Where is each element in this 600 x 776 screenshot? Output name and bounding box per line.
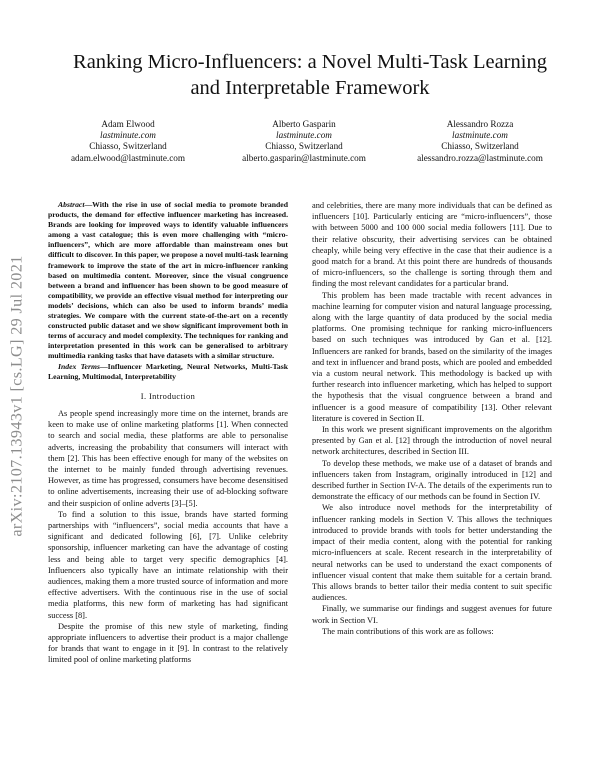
author-block — [48, 119, 560, 164]
index-terms — [48, 362, 288, 382]
author-1 — [48, 119, 208, 164]
paragraph: We also introduce novel methods for the interpretability of influencer ranking models in Section V. This allows the techniques introduced to provide brands with tools for better understanding the impact of their media content, along with the potential for ranking micro-influencers at scale. Recent research in the interpretability of neural networks can be used to understand the exact components of influencer visual content that make them suitable for a certain brand. This allows brands to better tailor their media content to suit specific audiences. — [312, 503, 552, 603]
author-3 — [400, 119, 560, 164]
author-name: Adam Elwood — [101, 119, 155, 129]
paragraph: To develop these methods, we make use of a dataset of brands and influencers taken from Instagram, originally introduced in [12] and described further in Section IV-A. The details of the experiments run to demonstrate the efficacy of our methods can be found in Section IV. — [312, 458, 552, 502]
abstract-label: Abstract — [58, 200, 85, 209]
paper-title: Ranking Micro-Influencers: a Novel Multi-Task Learning and Interpretable Framework — [73, 51, 547, 99]
paragraph: To find a solution to this issue, brands have started forming partnerships with “influencers”, social media accounts that have a significant and dedicated following [6], [7]. Unlike celebrity sponsorship, influencer marketing can have the advantage of costing less and being able to target very specific demographics [4]. Influencers also typically have an intimate relationship with their audiences, making them a more trusted source of information and more effective advertisers. With the continuous rise in the use of social media platforms, this new form of marketing has had significant success [8]. — [48, 509, 288, 620]
right-column — [312, 200, 552, 637]
paragraph: As people spend increasingly more time on the internet, brands are keen to make use of online marketing platforms [1]. When connected to search and social media, these platforms are able to personalise adverts, increasing the probability that consumers will interact with them [2]. This has been effective enough for many of the websites on the internet to be mainly funded through advertising revenues. However, as time has progressed, consumers have become desensitised to online advertisements, increasing their use of ad-blocking software and their suspicion of online adverts [3]–[5]. — [48, 408, 288, 508]
author-name: Alberto Gasparin — [272, 119, 336, 129]
index-terms-text: —Influencer Marketing, Neural Networks, Multi-Task Learning, Multimodal, Interpretability — [48, 361, 288, 381]
paragraph: In this work we present significant improvements on the algorithm presented by Gan et al. [12] through the introduction of novel neural network architectures, described in Section III. — [312, 425, 552, 457]
author-affiliation: lastminute.com — [100, 130, 156, 141]
author-location: Chiasso, Switzerland — [441, 141, 519, 152]
abstract-text: —With the rise in use of social media to promote branded products, the demand for effective influencer marketing has increased. Brands are looking for improved ways to identify valuable influencers among a vast catalogue; this is even more challenging with “micro-influencers”, which are more affordable than mainstream ones but difficult to discover. In this paper, we propose a novel multi-task learning framework to improve the state of the art in micro-influencer ranking based on multimedia content. Moreover, since the visual congruence between a brand and influencer has been shown to be good measure of compatibility, we provide an effective visual method for interpreting our models’ decisions, which can also be used to inform brands’ media strategies. We compare with the current state-of-the-art on a recently constructed public dataset and we show significant improvement both in terms of accuracy and model complexity. The techniques for ranking and interpretation presented in this work can be generalised to arbitrary multimedia ranking tasks that have datasets with a similar structure. — [48, 200, 288, 361]
author-2 — [224, 119, 384, 164]
author-affiliation: lastminute.com — [452, 130, 508, 141]
author-location: Chiasso, Switzerland — [265, 141, 343, 152]
paragraph: Finally, we summarise our findings and suggest avenues for future work in Section VI. — [312, 604, 552, 625]
section-heading: I. Introduction — [140, 391, 196, 401]
paragraph: This problem has been made tractable with recent advances in machine learning for computer vision and natural language processing, along with the large quantity of data produced by the social media platforms. One promising technique for ranking micro-influencers based on such techniques was introduced by Gan et al. [12]. Influencers are ranked for brands, based on the similarity of the images and text in influencer and brand posts, which are pooled and embedded via a custom neural network. This methodology is backed up with further research into influencer marketing, which has helped to support the hypothesis that the visual congruence between a brand and influencer is a good measure of compatibility [13]. Other relevant literature is covered in Section II. — [312, 290, 552, 423]
intro-body-left — [48, 408, 288, 666]
author-location: Chiasso, Switzerland — [89, 141, 167, 152]
intro-body-right — [312, 200, 552, 637]
author-email: alberto.gasparin@lastminute.com — [242, 152, 366, 163]
author-name: Alessandro Rozza — [446, 119, 514, 129]
abstract — [48, 200, 288, 362]
left-column — [48, 200, 288, 666]
author-email: alessandro.rozza@lastminute.com — [417, 152, 543, 163]
paragraph: The main contributions of this work are as follows: — [322, 626, 494, 636]
paragraph: Despite the promise of this new style of marketing, finding appropriate influencers to advertise their product is a major challenge for brands that want to engage in it [9]. In contrast to the relatively limited pool of online marketing platforms — [48, 621, 288, 665]
arxiv-identifier: arXiv:2107.13943v1 [cs.LG] 29 Jul 2021 — [7, 255, 26, 537]
index-terms-label: Index Terms — [58, 361, 100, 371]
author-email: adam.elwood@lastminute.com — [70, 152, 186, 163]
paragraph: and celebrities, there are many more individuals that can be defined as influencers [10]. Particularly enticing are “micro-influencers”, those with between 5000 and 100 000 social media followers [11]. Due to their relative obscurity, their advertising services can be obtained cheaply, while being very effective in the case that their audience is a good match for a brand. At this point there are hundreds of thousands of micro-influencers, so the challenge is sorting through them and finding the most relevant candidates for a particular brand. — [312, 201, 552, 289]
author-affiliation: lastminute.com — [276, 130, 332, 141]
arxiv-sidebar — [6, 228, 28, 564]
